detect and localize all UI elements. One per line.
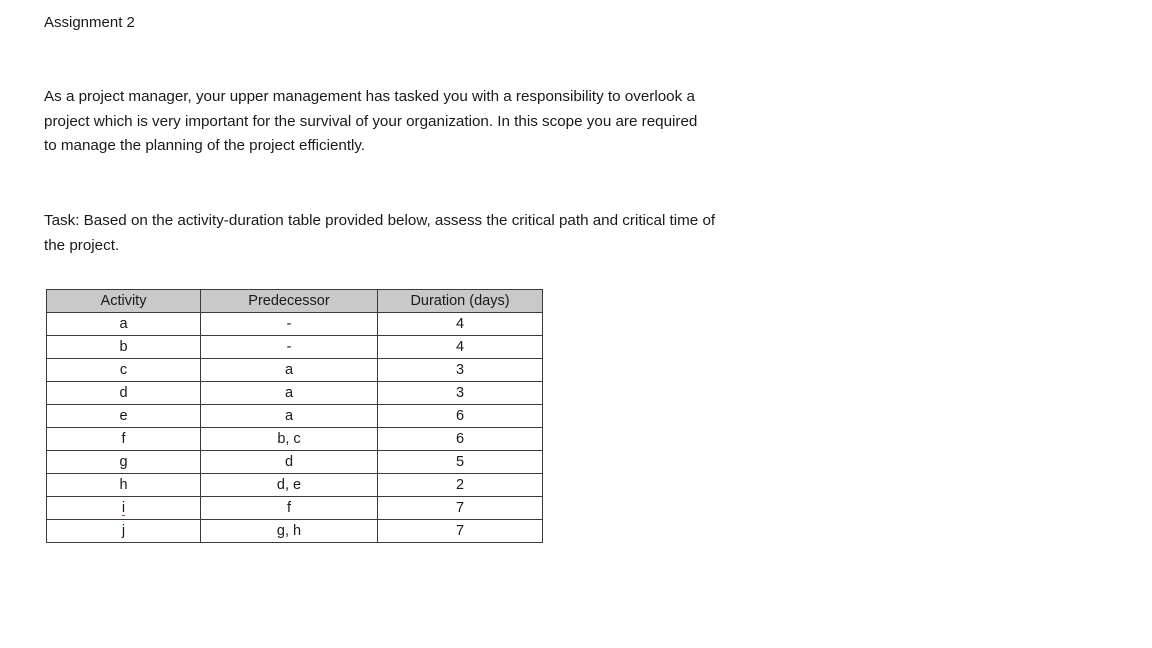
task-paragraph [44, 209, 715, 258]
cell-activity: j [47, 520, 201, 543]
table-row [47, 497, 543, 520]
cell-activity: g [47, 451, 201, 474]
cell-duration: 4 [378, 336, 543, 359]
cell-predecessor: a [201, 359, 378, 382]
header-predecessor: Predecessor [201, 290, 378, 313]
task-line: Task: Based on the activity-duration table provided below, assess the critical path and critical time of [44, 212, 716, 229]
cell-duration: 7 [378, 497, 543, 520]
table-row [47, 336, 543, 359]
cell-duration: 4 [378, 313, 543, 336]
table-row [47, 313, 543, 336]
intro-line: As a project manager, your upper management has tasked you with a responsibility to overlook a [44, 88, 695, 105]
cell-activity: a [47, 313, 201, 336]
cell-activity: d [47, 382, 201, 405]
table-row [47, 451, 543, 474]
activity-duration-table [46, 289, 543, 543]
cell-activity: b [47, 336, 201, 359]
table-header-row [47, 290, 543, 313]
header-activity: Activity [47, 290, 201, 313]
cell-activity: c [47, 359, 201, 382]
intro-line: to manage the planning of the project efficiently. [44, 137, 366, 154]
table-row [47, 382, 543, 405]
cell-activity: h [47, 474, 201, 497]
cell-predecessor: g, h [201, 520, 378, 543]
cell-predecessor: - [201, 336, 378, 359]
task-line: the project. [44, 236, 120, 254]
cell-predecessor: d, e [201, 474, 378, 497]
table-row [47, 520, 543, 543]
spellcheck-underline: i [121, 500, 126, 516]
cell-activity [47, 497, 201, 520]
cell-duration: 6 [378, 428, 543, 451]
cell-predecessor: b, c [201, 428, 378, 451]
cell-duration: 7 [378, 520, 543, 543]
intro-paragraph [44, 85, 697, 159]
table-row [47, 428, 543, 451]
cell-activity: f [47, 428, 201, 451]
cell-duration: 3 [378, 382, 543, 405]
cell-predecessor: d [201, 451, 378, 474]
header-duration: Duration (days) [378, 290, 543, 313]
cell-predecessor: a [201, 405, 378, 428]
intro-line: project which is very important for the survival of your organization. In this scope you are required [44, 112, 698, 130]
table-row [47, 359, 543, 382]
table-row [47, 405, 543, 428]
cell-duration: 5 [378, 451, 543, 474]
cell-duration: 6 [378, 405, 543, 428]
cell-duration: 3 [378, 359, 543, 382]
cell-predecessor: a [201, 382, 378, 405]
cell-duration: 2 [378, 474, 543, 497]
document-title: Assignment 2 [44, 14, 135, 31]
cell-activity: e [47, 405, 201, 428]
cell-predecessor: - [201, 313, 378, 336]
cell-predecessor: f [201, 497, 378, 520]
table-row [47, 474, 543, 497]
